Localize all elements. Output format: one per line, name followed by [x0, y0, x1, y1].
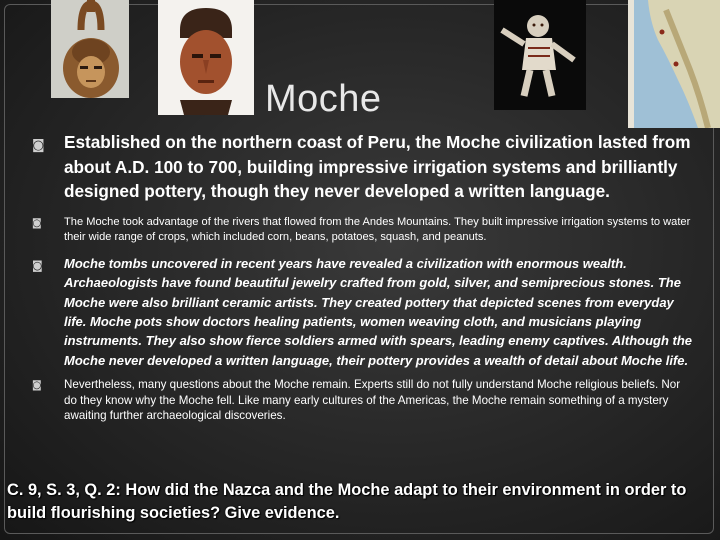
bullet-text: The Moche took advantage of the rivers that flowed from the Andes Mountains. They built impressive irrigation systems to water their wide range of crops, which included corn, beans, potatoes, squash, and peanuts.	[64, 215, 691, 244]
discussion-question: C. 9, S. 3, Q. 2: How did the Nazca and the Moche adapt to their environment in order to build flourishing societies? Give evidence.	[7, 481, 687, 522]
warrior-figurine-image	[494, 0, 586, 110]
circle-arrow-bullet-icon: ◙	[32, 138, 45, 153]
bullet-item-1	[30, 130, 694, 204]
circle-arrow-bullet-icon: ◙	[32, 217, 42, 229]
bullet-item-3	[30, 254, 694, 370]
circle-arrow-bullet-icon: ◙	[32, 379, 42, 391]
bullet-text: Moche tombs uncovered in recent years have revealed a civilization with enormous wealth. Archaeologists have found beautiful jewelry crafted from gold, silver, and semiprecious stones. The Moche were also brilliant ceramic artists. They created pottery that depicted scenes from everyday life. Moche pots show doctors healing patients, women weaving cloth, and musicians playing instruments. They also show fierce soldiers armed with spears, leading enemy captives. Although the Moche never developed a written language, their pottery provides a wealth of detail about Moche life.	[64, 256, 693, 368]
portrait-head-vessel-image	[158, 0, 254, 115]
bullet-item-2	[30, 215, 694, 247]
bullet-text: Nevertheless, many questions about the Moche remain. Experts still do not fully understand Moche religious beliefs. Nor do they know why the Moche fell. Like many early cultures of the Americas, the Moche remain something of a mystery awaiting further archaeological discoveries.	[64, 377, 681, 423]
bullet-item-4	[30, 377, 694, 423]
peru-coast-map-image	[628, 0, 720, 128]
bullet-text: Established on the northern coast of Peru, the Moche civilization lasted from about A.D. 100 to 700, building impressive irrigation systems and brilliantly designed pottery, though they never developed a written language.	[64, 132, 691, 201]
circle-arrow-bullet-icon: ◙	[32, 259, 43, 273]
bullet-list	[30, 130, 694, 423]
slide-title: Moche	[265, 78, 382, 120]
stirrup-spout-vessel-image	[51, 0, 129, 98]
